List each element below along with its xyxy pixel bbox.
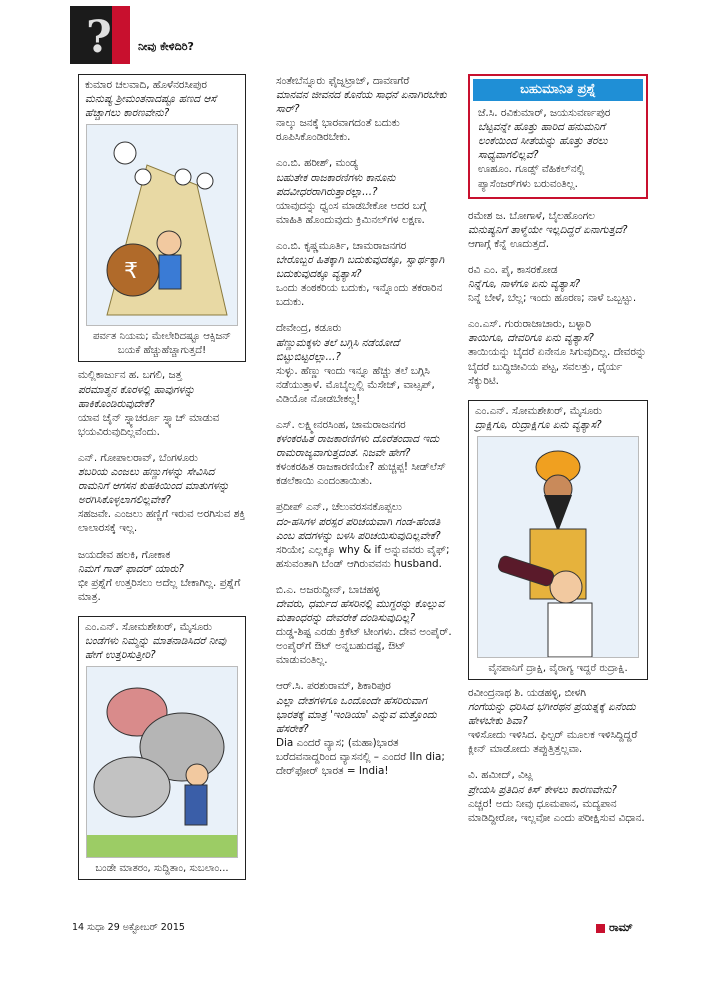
question-text: ಬಹುತೇಕ ರಾಜಕಾರಣಿಗಳು ಕಾನೂನು ಪದವೀಧರರಾಗಿರುತ್ತಾರಲ್ಲಾ...? [276,171,396,198]
qa-item [468,768,648,824]
qa-box-cartoon-3 [468,400,648,680]
answer-text: ಒಂದು ತಂಠಕರಿಯ ಬದುಕು, ಇನ್ನೊಂದು ತಕರಾರಿನ ಬದುಕು. [276,282,443,309]
monk-and-drinker-cartoon [477,436,639,658]
question-text: ಮನುಷ್ಯನಿಗೆ ತಾಳ್ಮೆಯೇ ಇಲ್ಲದಿದ್ದರೆ ಏನಾಗುತ್ತದೆ? [468,223,628,236]
money-mountain-cartoon [86,124,238,326]
question-text: ಹೆಣ್ಣುಮಕ್ಕಳು ತಲೆ ಬಗ್ಗಿಸಿ ನಡೆಯೋದೆ ಬಿಟ್ಟುಬಿಟ್ಟರಲ್ಲಾ...? [276,336,400,363]
asker-name: ಜೆ.ಸಿ. ರವಿಕುಮಾರ್, ಜಯಸುವರ್ಣಪುರ [478,107,611,120]
question-mark-icon: ? [86,12,112,63]
question-text: ಬೇರೊಬ್ಬರ ಹಿತಕ್ಕಾಗಿ ಬದುಕುವುದಕ್ಕೂ, ಸ್ವಾರ್ಥಕ್ಕಾಗಿ ಬದುಕುವುದಕ್ಕೂ ವ್ಯತ್ಯಾಸ? [276,254,445,281]
qa-item [468,263,648,305]
question-text: ಮಾನವನ ಜೀವನದ ಕೊನೆಯ ಸಾಧನೆ ಏನಾಗಿರಬೇಕು ಸಾರ್? [276,89,447,116]
qa-item [276,418,454,488]
question-text: ದಂ-ಹಸಿಗಳ ಪರಸ್ಪರ ಪರಿಚಯವಾಗಿ ಗಂಡ-ಹೆಂಡತಿ ಎಂಬ ಪದಗಳನ್ನು ಬಳಸಿ ಪರಿಚಯಿಸುವುದಿಲ್ಲವೇಕೆ? [276,515,441,542]
asker-name: ಕುಮಾರ ಚಲವಾದಿ, ಹೊಳೆನರಸೀಪುರ [85,79,207,91]
column-logo [70,6,130,64]
answer-text: ಯಾವ ಚೈನ್ ಸ್ನ್ಯಾಚರ್ರೂ ಸ್ನ್ಯಾಚ್ ಮಾಡುವ ಭಯವಿರುವುದಿಲ್ಲವೆಂದು. [78,411,220,438]
asker-name: ಎಸ್. ಲಕ್ಷ್ಮೀನರಸಿಂಹ, ಚಾಮರಾಜನಗರ [276,418,406,431]
answer-text: ತಾಯಿಯನ್ನು ಬೈದರೆ ಏನೇನೂ ಸಿಗುವುದಿಲ್ಲ. ದೇವರನ್ನು ಬೈದರೆ ಬುದ್ಧಿಜೀವಿಯ ಪಟ್ಟ, ಸವಲತ್ತು, ಧೈರ್ಯ ಸೆಕ್ಯುರಿಟಿ. [468,346,647,387]
question-text: ಎಲ್ಲಾ ದೇಶಗಳಿಗೂ ಒಂದೊಂದೇ ಹೆಸರಿರುವಾಗ ಭಾರತಕ್ಕೆ ಮಾತ್ರ 'ಇಂಡಿಯಾ' ಎನ್ನುವ ಮತ್ತೊಂದು ಹೆಸರೇಕೆ? [276,694,437,735]
answer-text: ಇಳಿಸೋದು ಇಳಿಸಿದ. ಫಿಲ್ಟರ್ ಮೂಲಕ ಇಳಿಸಿದ್ದಿದ್ದರೆ ಕ್ಲೀನ್ ಮಾಡೋದು ತಪ್ಪುತ್ತಿತ್ತಲ್ಲವಾ. [468,729,638,756]
question-text: ಪ್ರೇಯಸಿ ಪ್ರತಿದಿನ ಕಿಸ್ ಕೇಳಲು ಕಾರಣವೇನು? [468,783,617,796]
question-text: ಶಬರಿಯ ಎಂಜಲು ಹಣ್ಣುಗಳನ್ನು ಸೇವಿಸಿದ ರಾಮನಿಗೆ ಆಗಸನ ಕುಹಕಿಯಿಂದ ಮಾತುಗಳನ್ನು ಅರಗಿಸಿಕೊಳ್ಳಲಾಗಲಿಲ್ಲವೇಕೆ? [78,466,230,507]
qa-item [276,74,454,144]
asker-name: ದೇವೇಂದ್ರ, ಕಡೂರು [276,322,342,335]
qa-item [468,209,648,251]
asker-name: ಎಂ.ಎನ್. ಸೋಮಶೇಖರ್, ಮೈಸೂರು [475,404,602,417]
answer-text: ಎಚ್ಚರ! ಅದು ನೀವು ಧೂಮಪಾನ, ಮದ್ಯಪಾನ ಮಾಡಿದ್ದೀರೋ, ಇಲ್ಲವೋ ಎಂದು ಪರೀಕ್ಷಿಸುವ ವಿಧಾನ. [468,797,645,824]
answer-text: ದುಡ್ಡ-ಶಿಷ್ಟ ಎರಡು ಕ್ರಿಕೆಟ್ ಟೀಂಗಳು. ದೇವ ಅಂಪೈರ್. ಅಂಪೈರ್‌ಗೆ ಔಟ್ ಅನ್ನಬಹುದಷ್ಟೆ, ಔಟ್ ಮಾಡುವಂತಿಲ್ಲ. [276,626,452,667]
qa-item [276,583,454,668]
column-1 [78,74,246,886]
qa-item [276,500,454,570]
question-text: ನಿಮಗೆ ಗಾಡ್ ಫಾದರ್ ಯಾರು? [78,562,184,575]
asker-name: ಎಂ.ಎನ್. ಸೋಮಶೇಖರ್, ಮೈಸೂರು [85,620,212,633]
asker-name: ರಮೇಶ ಜ. ಬೋಗಾಳೆ, ಬೈಲಹೊಂಗಲ [468,209,595,222]
asker-name: ಪ್ರದೀಪ್ ಎನ್., ಚೆಲುವರಸನಕೊಪ್ಪಲು [276,501,402,514]
answer-text: ಯಾವುದನ್ನು ಧ್ವಂಸ ಮಾಡಬೇಕೋ ಅದರ ಬಗ್ಗೆ ಮಾಹಿತಿ ಹೊಂದುವುದು ಕ್ರಿಮಿನಲ್‌ಗಳ ಲಕ್ಷಣ. [276,199,427,226]
asker-name: ರವಿ ಎಂ. ಪೈ, ಕಾಸರಕೋಡ [468,263,558,276]
prize-question-box [468,74,648,199]
question-text: ಮನುಷ್ಯ ಶ್ರೀಮಂತನಾದಷ್ಟೂ ಹಣದ ಆಸೆ ಹೆಚ್ಚಾಗಲು ಕಾರಣವೇನು? [85,93,217,120]
rocks-cartoon [86,666,238,858]
qa-item [276,156,454,226]
cartoon-caption: ಬಂಡೇ ಮಾತರಂ, ಸುದ್ದಿತಾಂ, ಸುಬಲಾಂ... [95,863,229,875]
answer-text: ಆಗಾಗ್ಗೆ ಕೆನ್ನೆ ಊದುತ್ತದೆ. [468,237,550,250]
asker-name: ಬಿ.ಎ. ಅಜರುದ್ದೀನ್, ಬಾಚಹಳ್ಳಿ [276,583,380,596]
column-title: ನೀವು ಕೇಳಿದಿರಿ? [138,40,194,53]
question-text: ಬೆಟ್ಟವನ್ನೇ ಹೊತ್ತು ಹಾರಿದ ಹನುಮನಿಗೆ ಲಂಕೆಯಿಂದ ಸೀತೆಯನ್ನು ಹೊತ್ತು ತರಲು ಸಾಧ್ಯವಾಗಲಿಲ್ಲವೆ? [478,121,608,162]
asker-name: ಎಂ.ಎಸ್. ಗುರುರಾಜಾಚಾರು, ಬಳ್ಳಾರಿ [468,318,591,331]
qa-item [78,548,246,604]
question-text: ದೇವರು, ಧರ್ಮದ ಹೆಸರಿನಲ್ಲಿ ಮುಗ್ಧರನ್ನು ಕೊಲ್ಲುವ ಮತಾಂಧರನ್ನು ದೇವರೇಕೆ ದಂಡಿಸುವುದಿಲ್ಲ? [276,598,445,625]
prize-question-title: ಬಹುಮಾನಿತ ಪ್ರಶ್ನೆ [473,79,643,101]
question-text: ಪರಮಾತ್ಮನ ಕೊರಳಲ್ಲಿ ಹಾವುಗಳನ್ನು ಹಾಕಿಕೊಂಡಿರುವುದೇಕೆ? [78,383,195,410]
page-footer: 14 ಸುಧಾ 29 ಅಕ್ಟೋಬರ್ 2015 [72,922,185,933]
asker-name: ಎನ್. ಗೋಪಾಲರಾವ್, ಬೆಂಗಳೂರು [78,451,198,464]
asker-name: ವಿ. ಹಮೀದ್, ವಿಟ್ಲ [468,769,533,782]
column-3 [468,74,648,837]
column-2 [276,74,454,790]
answer-text: Dia ಎಂದರೆ ವ್ಯಾಸ; (ಮಹಾ)ಭಾರತ ಬರೆದವನಾದ್ದರಿಂದ ವ್ಯಾಸನಲ್ಲಿ – ಎಂದರೆ IIn dia; ದೇರ್‌ಫೋರ್ ಭಾರತ = India! [276,736,445,778]
cartoon-caption: ವೈನಪಾನಿಗೆ ದ್ರಾಕ್ಷಿ, ವೈರಾಗ್ಯ ಇದ್ದರೆ ರುದ್ರಾಕ್ಷಿ. [488,662,628,674]
qa-item [276,239,454,309]
answer-text: ಸರಿಯೇ; ಎಲ್ಲಕ್ಕೂ why & if ಅನ್ನುವವರು ವೈಫ್; ಹಸುವಂತಾಗಿ ಬೆಂಡ್ ಆಗಿರುವವನು husband. [276,543,450,570]
asker-name: ಸಂತೇಬೆನ್ನೂರು ಫೈಜ್ನಟ್ರಾಜ್, ದಾವಣಗೆರೆ [276,75,410,87]
answer-text: ಸಹಜವೇ. ಎಂಜಲು ಹಣ್ಣಿಗೆ ಇರುವ ಅರಗಿಸುವ ಶಕ್ತಿ ಲಾಲಾರಸಕ್ಕೆ ಇಲ್ಲ. [78,508,246,535]
qa-box-cartoon-2 [78,616,246,880]
answer-text: ನಾಲ್ಕು ಜನಕ್ಕೆ ಭಾರವಾಗದಂತೆ ಬದುಕು ರೂಪಿಸಿಕೊಂಡಿರಬೇಕು. [276,117,400,144]
qa-item [78,368,246,438]
asker-name: ಆರ್.ಸಿ. ಪರಶುರಾಮ್, ಶಿಕಾರಿಪುರ [276,680,391,693]
question-text: ನಿನ್ನೆಗೂ, ನಾಳೆಗೂ ಏನು ವ್ಯತ್ಯಾಸ? [468,278,581,291]
qa-item [468,317,648,387]
question-text: ತಾಯಿಗೂ, ದೇವರಿಗೂ ಏನು ವ್ಯತ್ಯಾಸ? [468,332,594,345]
asker-name: ಎಂ.ಬಿ. ಹರೀಶ್, ಮಂಡ್ಯ [276,157,359,170]
question-text: ಗಂಗೆಯನ್ನು ಧರಿಸಿದ ಭಗೀರಥನ ಪ್ರಯತ್ನಕ್ಕೆ ಏನೆಂದು ಹೇಳಬೇಕು ಶಿವಾ? [468,701,636,728]
qa-box-cartoon-1 [78,74,246,362]
answer-text: ನಿನ್ನೆ ಬೇಳೆ, ಬೆಲ್ಲ; ಇಂದು ಹೂರಣ; ನಾಳೆ ಒಬ್ಬಟ್ಟು. [468,292,637,305]
asker-name: ಜಯದೇವ ಹಲಕಿ, ಗೋಕಾಕ [78,548,171,561]
svg-text:₹: ₹ [124,259,138,285]
answer-text: ಭೀ ಪ್ರಶ್ನೆಗೆ ಉತ್ತರಿಸಲು ಅದೆಲ್ಲ ಬೇಕಾಗಿಲ್ಲ. ಪ್ರಶ್ನೆಗೆ ಮಾತ್ರ. [78,576,241,603]
cartoon-caption: ಪರ್ವತ ನಿಯಮ; ಮೇಲೇರಿದಷ್ಟೂ ಆಕ್ಸಿಜನ್ ಬಯಕೆ ಹೆಚ್ಚುಹೆಚ್ಚಾಗುತ್ತದೆ! [93,331,231,357]
answer-text: ಊಹೂಂ. ಗೂಡ್ಸ್ ವೆಹಿಕಲ್‌ನಲ್ಲಿ ಪ್ಯಾಸೆಂಜರ್‌ಗಳು ಬರುವಂತಿಲ್ಲ. [478,163,585,190]
question-text: ಬಂಡೆಗಳು ನಿಮ್ಮನ್ನು ಮಾತನಾಡಿಸಿದರೆ ನೀವು ಹೇಗೆ ಉತ್ತರಿಸುತ್ತೀರಿ? [85,634,227,662]
qa-item [78,451,246,536]
question-text: ದ್ರಾಕ್ಷಿಗೂ, ರುದ್ರಾಕ್ಷಿಗೂ ಏನು ವ್ಯತ್ಯಾಸ? [475,418,602,431]
answer-text: ಕಳಂಕರಹಿತ ರಾಜಕಾರಣಿಯೇ? ಹುಚ್ಚಪ್ಪ! ಸೀಡ್‌ಲೆಸ್ ಕಡಲೆಕಾಯಿ ಎಂದಂತಾಯಿತು. [276,461,446,488]
answer-text: ಸುಳ್ಳು. ಹೆಣ್ಣು ಇಂದು ಇನ್ನೂ ಹೆಚ್ಚು ತಲೆ ಬಗ್ಗಿಸಿ ನಡೆಯುತ್ತಾಳೆ. ಮೊಬೈಲ್ನಲ್ಲಿ ಮೆಸೇಜ್, ವಾಟ್ಸಪ್, ವಿಡಿಯೋ ನೋಡಬೇಕಲ್ಲ! [276,364,435,405]
asker-name: ಮಲ್ಲಿಕಾರ್ಜುನ ಹ. ಬಗಲಿ, ಜತ್ತ [78,369,182,382]
asker-name: ರವೀಂದ್ರನಾಥ ಶಿ. ಯಡಹಳ್ಳಿ, ಬೀಳಗಿ [468,686,586,699]
qa-item [276,679,454,778]
qa-item [468,686,648,756]
author-signature: ರಾಮ್ [596,921,633,935]
qa-item [276,321,454,406]
question-text: ಕಳಂಕರಹಿತ ರಾಜಕಾರಣಿಗಳು ದೊರೆತಂದಾದ ಇದು ರಾಮರಾಜ್ಯವಾಗುತ್ತದಂತೆ. ನಿಜವೇ ಹೇಗೆ? [276,433,440,460]
asker-name: ಎಂ.ಬಿ. ಕೃಷ್ಣಮೂರ್ತಿ, ಚಾಮರಾಜನಗರ [276,239,407,252]
